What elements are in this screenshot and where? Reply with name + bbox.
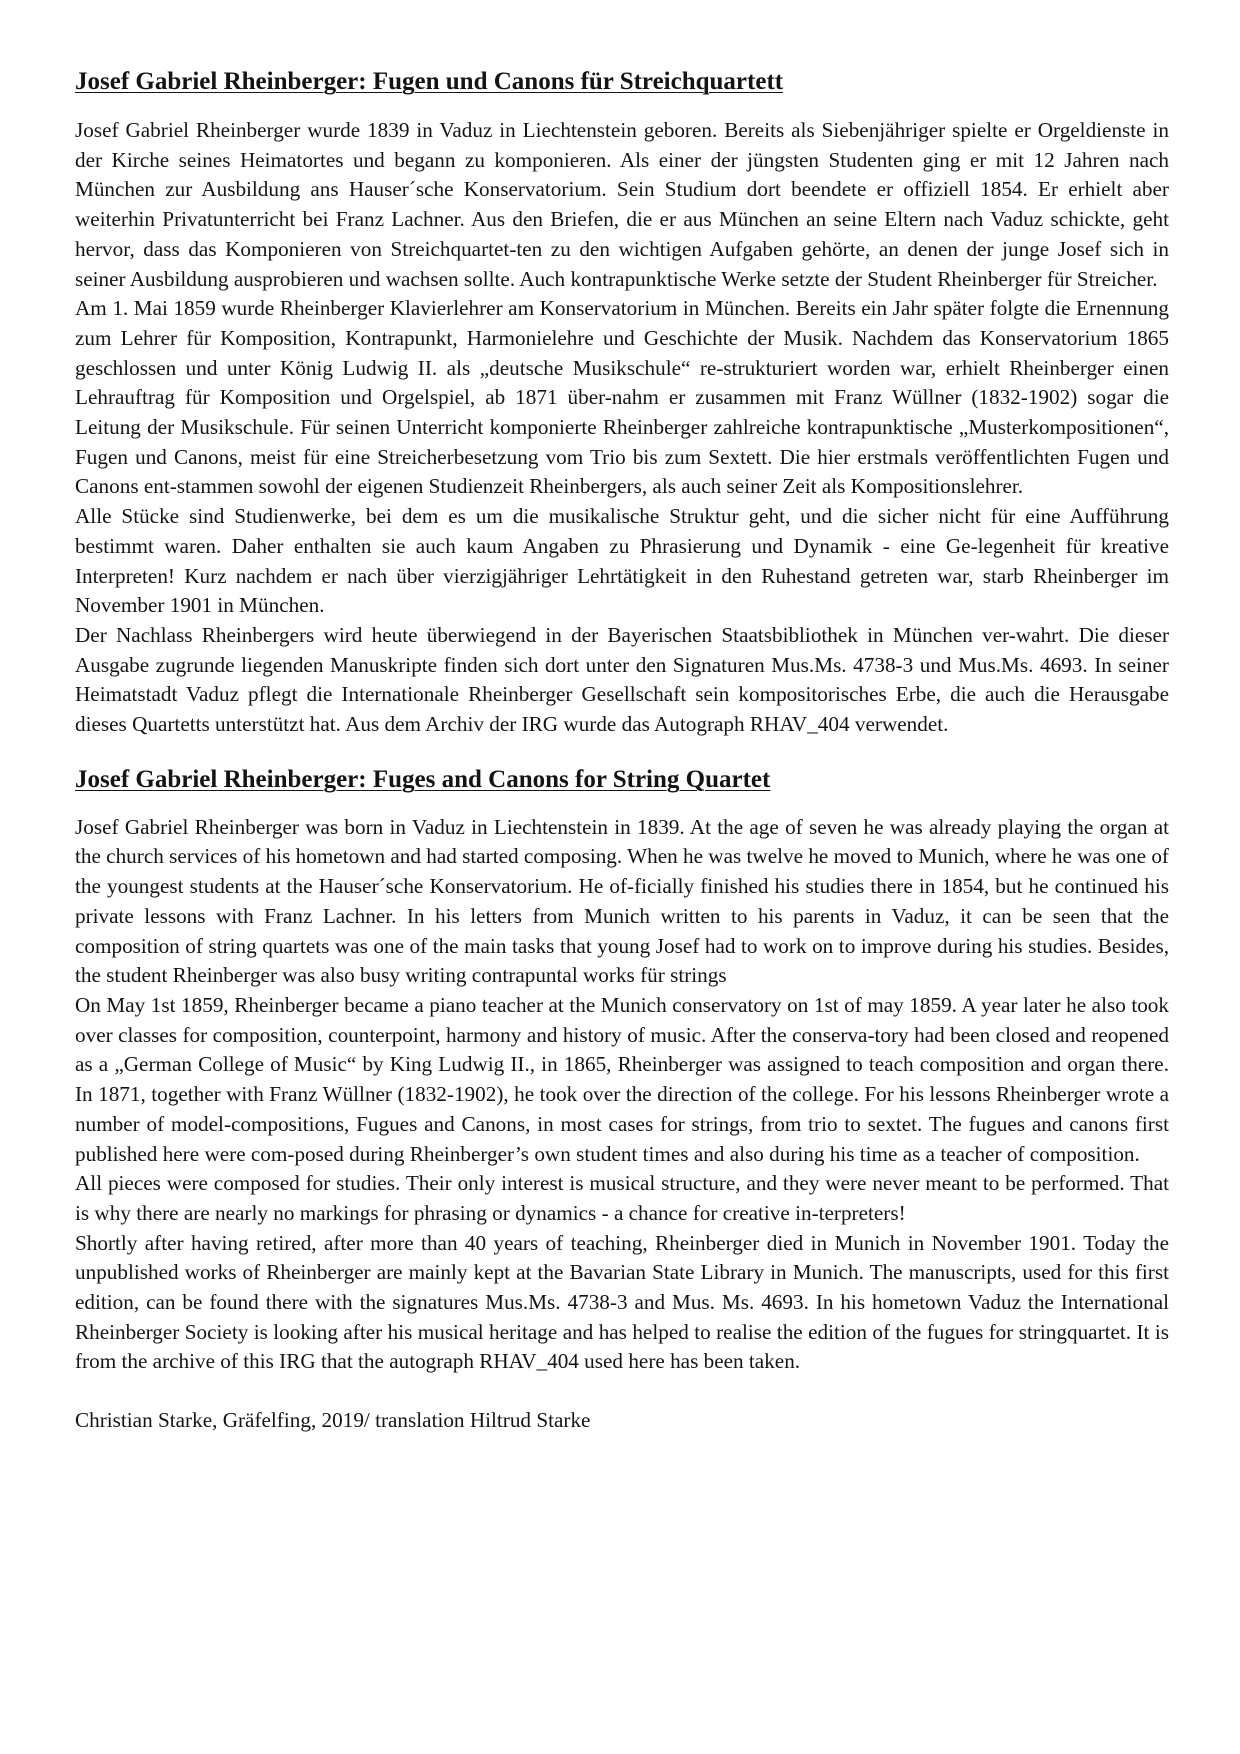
- document-page: [75, 66, 1169, 1436]
- german-heading: Josef Gabriel Rheinberger: Fugen und Canons für Streichquartett: [75, 68, 784, 95]
- german-section: [75, 66, 1169, 740]
- german-paragraph-3: Alle Stücke sind Studienwerke, bei dem es um die musikalische Struktur geht, und die sicher nicht für eine Aufführung bestimmt waren. Daher enthalten sie auch kaum Angaben zu Phrasierung und Dynamik - eine Ge-legenheit für kreative Interpreten! Kurz nachdem er nach über vierzigjähriger Lehrtätigkeit in den Ruhestand getreten war, starb Rheinberger im November 1901 in München.: [75, 504, 1169, 618]
- english-paragraph-3: All pieces were composed for studies. Their only interest is musical structure, and they were never meant to be performed. That is why there are nearly no markings for phrasing or dynamics - a chance for creative in-terpreters!: [75, 1171, 1169, 1225]
- english-heading: Josef Gabriel Rheinberger: Fuges and Canons for String Quartet: [75, 765, 771, 793]
- english-section: [75, 764, 1169, 1377]
- english-paragraph-4: Shortly after having retired, after more than 40 years of teaching, Rheinberger died in Munich in November 1901. Today the unpublished works of Rheinberger are mainly kept at the Bavarian State Library in Munich. The manuscripts, used for this first edition, can be found there with the signatures Mus.Ms. 4738-3 and Mus. Ms. 4693. In his hometown Vaduz the International Rheinberger Society is looking after his musical heritage and has helped to realise the edition of the fugues for stringquartet. It is from the archive of this IRG that the autograph RHAV_404 used here has been taken.: [75, 1230, 1169, 1374]
- german-paragraph-1: Josef Gabriel Rheinberger wurde 1839 in Vaduz in Liechtenstein geboren. Bereits als Siebenjähriger spielte er Orgeldienste in der Kirche seines Heimatortes und begann zu komponieren. Als einer der jüngsten Studenten ging er mit 12 Jahren nach München zur Ausbildung ans Hauser´sche Konservatorium. Sein Studium dort beendete er offiziell 1854. Er erhielt aber weiterhin Privatunterricht bei Franz Lachner. Aus den Briefen, die er aus München an seine Eltern nach Vaduz schickte, geht hervor, dass das Komponieren von Streichquartet-ten zu den wichtigen Aufgaben gehörte, an denen der junge Josef sich in seiner Ausbildung ausprobieren und wachsen sollte. Auch kontrapunktische Werke setzte der Student Rheinberger für Streicher.: [75, 118, 1169, 291]
- english-paragraph-2: On May 1st 1859, Rheinberger became a piano teacher at the Munich conservatory on 1st of may 1859. A year later he also took over classes for composition, counterpoint, harmony and history of music. After the conserva-tory had been closed and reopened as a „German College of Music“ by King Ludwig II., in 1865, Rheinberger was assigned to teach composition and organ there. In 1871, together with Franz Wüllner (1832-1902), he took over the direction of the college. For his lessons Rheinberger wrote a number of model-compositions, Fugues and Canons, in most cases for strings, from trio to sextet. The fugues and canons first published here were com-posed during Rheinberger’s own student times and also during his time as a teacher of composition.: [75, 992, 1169, 1166]
- german-paragraph-2: Am 1. Mai 1859 wurde Rheinberger Klavierlehrer am Konservatorium in München. Bereits ein Jahr später folgte die Ernennung zum Lehrer für Komposition, Kontrapunkt, Harmonielehre und Geschichte der Musik. Nachdem das Konservatorium 1865 geschlossen und unter König Ludwig II. als „deutsche Musikschule“ re-strukturiert worden war, erhielt Rheinberger einen Lehrauftrag für Komposition und Orgelspiel, ab 1871 über-nahm er zusammen mit Franz Wüllner (1832-1902) sogar die Leitung der Musikschule. Für seinen Unterricht komponierte Rheinberger zahlreiche kontrapunktische „Musterkompositionen“, Fugen und Canons, meist für eine Streicherbesetzung vom Trio bis zum Sextett. Die hier erstmals veröffentlichten Fugen und Canons ent-stammen sowohl der eigenen Studienzeit Rheinbergers, als auch seiner Zeit als Kompositionslehrer.: [75, 296, 1169, 499]
- english-paragraph-1: Josef Gabriel Rheinberger was born in Vaduz in Liechtenstein in 1839. At the age of seven he was already playing the organ at the church services of his hometown and had started composing. When he was twelve he moved to Munich, where he was one of the youngest students at the Hauser´sche Konservatorium. He of-ficially finished his studies there in 1854, but he continued his private lessons with Franz Lachner. In his letters from Munich written to his parents in Vaduz, it can be seen that the composition of string quartets was one of the main tasks that young Josef had to work on to improve during his studies. Besides, the student Rheinberger was also busy writing contrapuntal works für strings: [75, 814, 1169, 988]
- german-paragraph-4: Der Nachlass Rheinbergers wird heute überwiegend in der Bayerischen Staatsbibliothek in München ver-wahrt. Die dieser Ausgabe zugrunde liegenden Manuskripte finden sich dort unter den Signaturen Mus.Ms. 4738-3 und Mus.Ms. 4693. In seiner Heimatstadt Vaduz pflegt die Internationale Rheinberger Gesellschaft sein kompositorisches Erbe, die auch die Herausgabe dieses Quartetts unterstützt hat. Aus dem Archiv der IRG wurde das Autograph RHAV_404 verwendet.: [75, 622, 1169, 737]
- author-signature-line: Christian Starke, Gräfelfing, 2019/ translation Hiltrud Starke: [75, 1408, 591, 1433]
